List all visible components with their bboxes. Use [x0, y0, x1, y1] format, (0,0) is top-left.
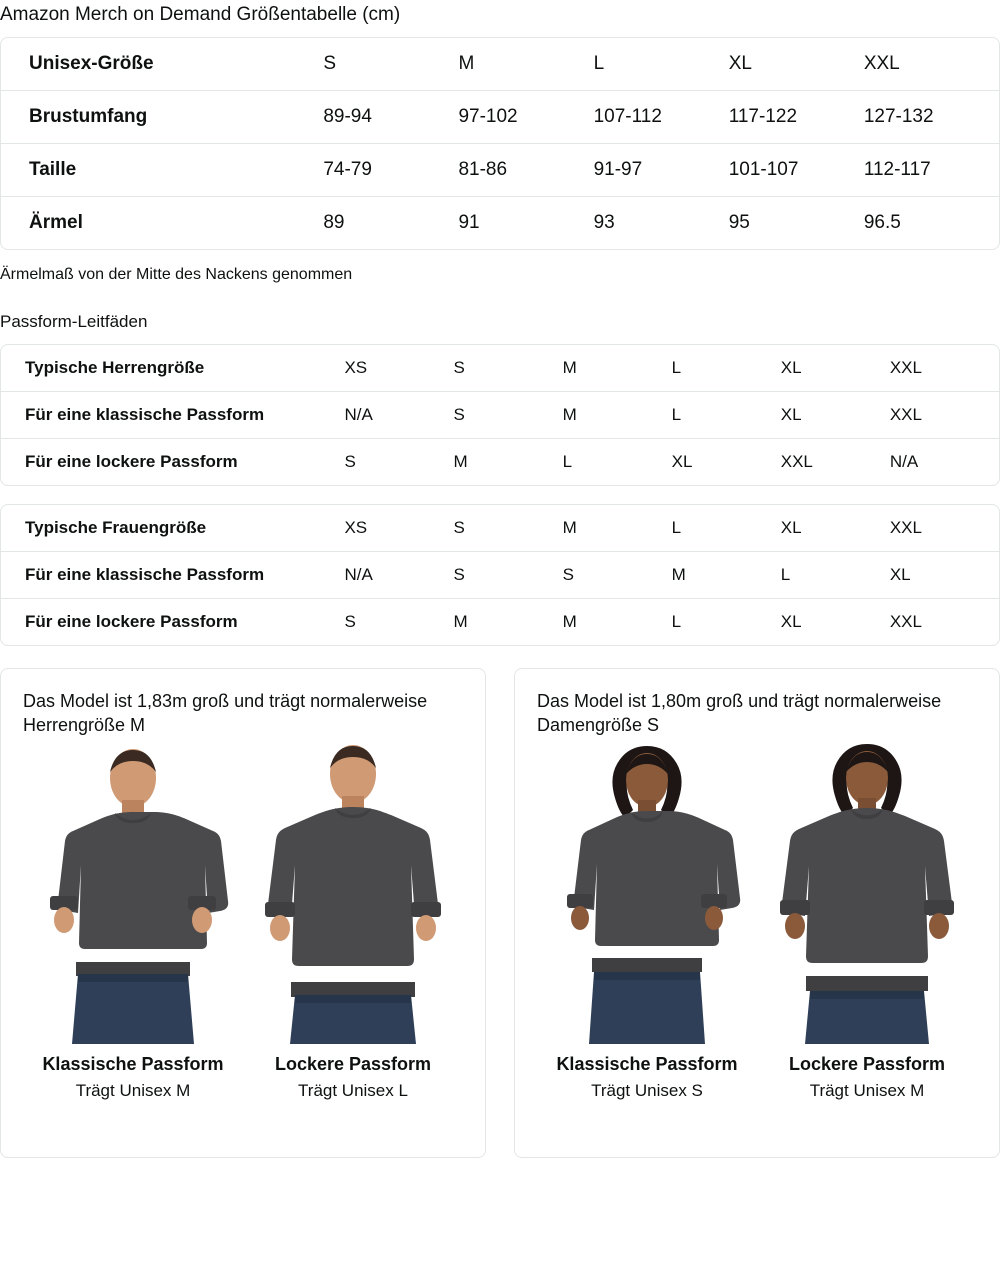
fit-name: Klassische Passform — [42, 1053, 224, 1074]
cell: 93 — [593, 211, 615, 233]
cell: XL — [781, 345, 890, 392]
cell: S — [454, 552, 563, 599]
cell: L — [781, 552, 890, 599]
row-label: Typische Frauengröße — [1, 505, 344, 552]
cell: S — [344, 452, 356, 472]
row-label: Typische Herrengröße — [1, 345, 344, 392]
row-label: Für eine klassische Passform — [1, 392, 344, 439]
cell: N/A — [344, 552, 453, 599]
cell: S — [454, 505, 563, 552]
figure-loose-fit-male — [247, 744, 458, 1044]
cell: XL — [781, 392, 890, 439]
female-classic-fit-illustration — [547, 744, 747, 1044]
cell: S — [563, 552, 672, 599]
cell: L — [672, 345, 781, 392]
figure-loose-fit-female — [761, 744, 972, 1044]
mens-fit-table-card — [0, 344, 1000, 486]
row-label: Für eine lockere Passform — [25, 452, 238, 472]
table-row — [1, 599, 999, 646]
cell: XS — [344, 505, 453, 552]
table-row — [1, 392, 999, 439]
mens-fit-table — [1, 345, 999, 485]
male-loose-fit-illustration — [253, 744, 453, 1044]
cell: XXL — [890, 505, 999, 552]
figure-label — [761, 1054, 972, 1101]
womens-model-card — [514, 668, 1000, 1158]
cell: L — [672, 392, 781, 439]
table-row — [1, 345, 999, 392]
table-row — [1, 143, 999, 196]
womens-fit-table-card — [0, 504, 1000, 646]
cell: XXL — [889, 612, 922, 632]
size-table — [1, 38, 999, 249]
row-label: Brustumfang — [1, 90, 323, 143]
cell: XL — [781, 505, 890, 552]
cell: XL — [890, 552, 999, 599]
row-label: Taille — [1, 143, 323, 196]
row-label: Ärmel — [29, 211, 83, 233]
cell: S — [323, 38, 458, 91]
table-row — [1, 196, 999, 249]
sleeve-measurement-note: Ärmelmaß von der Mitte des Nackens genommen — [0, 265, 353, 283]
figure-label — [541, 1054, 752, 1101]
table-row — [1, 552, 999, 599]
cell: 89-94 — [323, 90, 458, 143]
model-caption: Das Model ist 1,83m groß und trägt normalerweise Herrengröße M — [23, 691, 428, 736]
cell: 74-79 — [323, 143, 458, 196]
table-row — [1, 90, 999, 143]
cell: XXL — [864, 38, 999, 91]
cell: XS — [344, 345, 453, 392]
cell: M — [563, 505, 672, 552]
fit-name: Klassische Passform — [556, 1053, 738, 1074]
cell: 107-112 — [594, 90, 729, 143]
row-label: Für eine klassische Passform — [1, 552, 344, 599]
female-loose-fit-illustration — [767, 744, 967, 1044]
cell: M — [563, 345, 672, 392]
cell: 95 — [728, 211, 750, 233]
cell: M — [458, 38, 593, 91]
cell: XL — [671, 452, 693, 472]
table-spacer — [0, 486, 1000, 504]
figure-classic-fit-male — [27, 744, 238, 1044]
fit-guide-title: Passform-Leitfäden — [0, 312, 148, 332]
cell: 117-122 — [729, 90, 864, 143]
cell: XL — [780, 612, 802, 632]
cell: M — [562, 612, 577, 632]
cell: 89 — [323, 211, 345, 233]
cell: 112-117 — [864, 143, 999, 196]
male-classic-fit-illustration — [33, 744, 233, 1044]
cell: M — [672, 552, 781, 599]
table-row — [1, 38, 999, 91]
cell: N/A — [889, 452, 919, 472]
cell: 127-132 — [864, 90, 999, 143]
womens-fit-table — [1, 505, 999, 645]
cell: 91-97 — [594, 143, 729, 196]
cell: 96.5 — [863, 211, 901, 233]
cell: 91 — [458, 211, 480, 233]
cell: L — [672, 505, 781, 552]
cell: L — [594, 38, 729, 91]
page-title: Amazon Merch on Demand Größentabelle (cm) — [0, 4, 401, 25]
cell: L — [562, 452, 573, 472]
cell: M — [453, 612, 468, 632]
cell: N/A — [344, 392, 453, 439]
figure-classic-fit-female — [541, 744, 752, 1044]
womens-figure-labels — [537, 1054, 977, 1101]
cell: S — [454, 392, 563, 439]
model-caption: Das Model ist 1,80m groß und trägt normalerweise Damengröße S — [537, 691, 942, 736]
wears-size: Trägt Unisex M — [75, 1080, 191, 1100]
cell: M — [453, 452, 468, 472]
cell: S — [344, 612, 356, 632]
cell: XXL — [890, 392, 999, 439]
model-cards — [0, 668, 1000, 1158]
womens-figures — [537, 744, 977, 1044]
row-label: Für eine lockere Passform — [25, 612, 238, 632]
mens-model-card — [0, 668, 486, 1158]
cell: 101-107 — [729, 143, 864, 196]
fit-name: Lockere Passform — [274, 1053, 432, 1074]
size-table-card — [0, 37, 1000, 250]
figure-label — [27, 1054, 238, 1101]
wears-size: Trägt Unisex S — [591, 1080, 703, 1100]
fit-name: Lockere Passform — [788, 1053, 946, 1074]
cell: M — [563, 392, 672, 439]
row-label: Unisex-Größe — [1, 38, 323, 91]
wears-size: Trägt Unisex M — [809, 1080, 925, 1100]
cell: S — [454, 345, 563, 392]
cell: XXL — [780, 452, 813, 472]
table-row — [1, 439, 999, 486]
cell: 97-102 — [458, 90, 593, 143]
table-row — [1, 505, 999, 552]
mens-figure-labels — [23, 1054, 463, 1101]
figure-label — [247, 1054, 458, 1101]
cell: XL — [729, 38, 864, 91]
cell: 81-86 — [458, 143, 593, 196]
cell: XXL — [890, 345, 999, 392]
mens-figures — [23, 744, 463, 1044]
cell: L — [671, 612, 682, 632]
wears-size: Trägt Unisex L — [298, 1080, 408, 1100]
